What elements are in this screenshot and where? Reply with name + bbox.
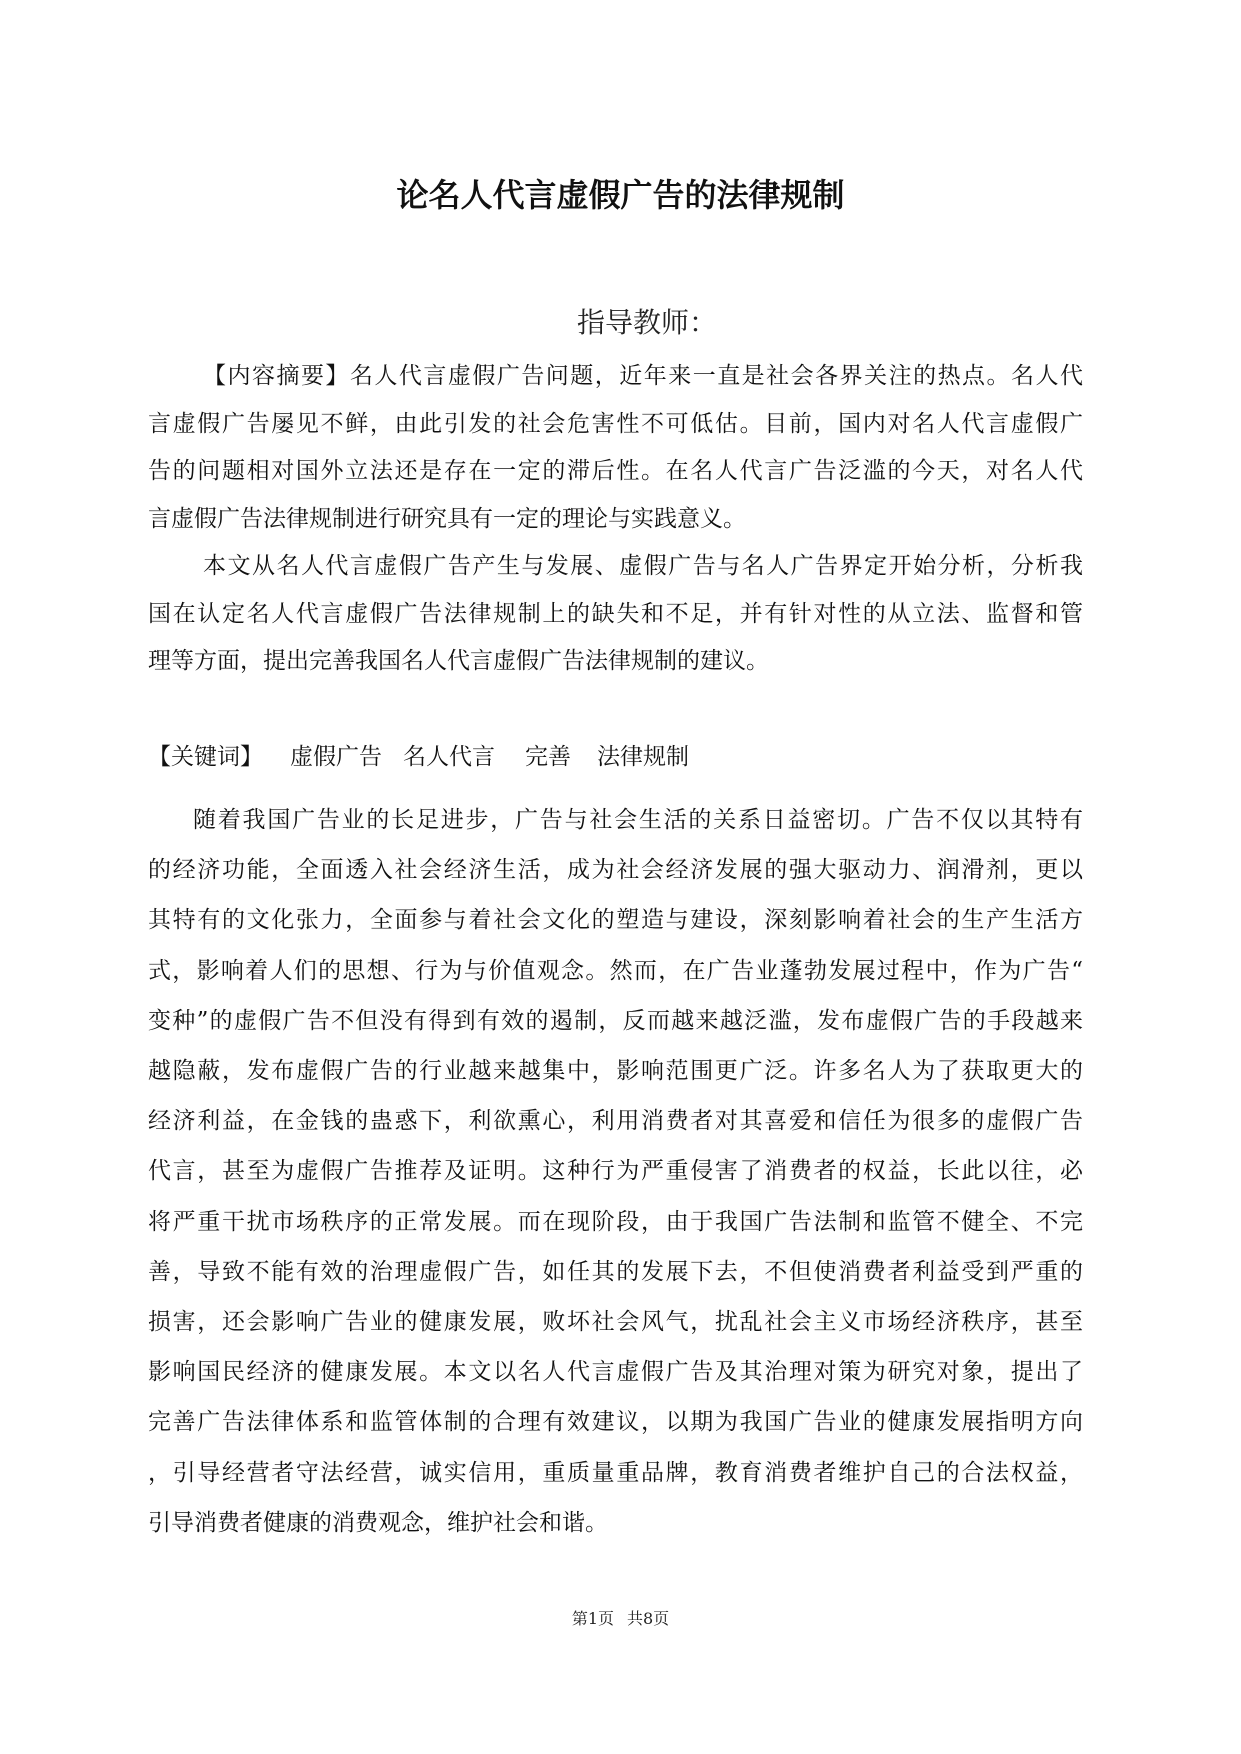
- page-title: 论名人代言虚假广告的法律规制: [396, 176, 845, 214]
- text-line: 国在认定名人代言虚假广告法律规制上的缺失和不足，并有针对性的从立法、监督和管: [148, 600, 1083, 627]
- text-line: 告的问题相对国外立法还是存在一定的滞后性。在名人代言广告泛滥的今天，对名人代: [148, 458, 1083, 484]
- text-line: 损害，还会影响广告业的健康发展，败坏社会风气，扰乱社会主义市场经济秩序，甚至: [148, 1309, 1083, 1336]
- text-line: ，引导经营者守法经营，诚实信用，重质量重品牌，教育消费者维护自己的合法权益，: [148, 1459, 1083, 1486]
- text-line: 【内容摘要】名人代言虚假广告问题，近年来一直是社会各界关注的热点。名人代: [203, 363, 1083, 389]
- text-line: 代言，甚至为虚假广告推荐及证明。这种行为严重侵害了消费者的权益，长此以往，必: [148, 1158, 1083, 1185]
- text-line: 引导消费者健康的消费观念，维护社会和谐。: [148, 1509, 608, 1536]
- text-line: 理等方面，提出完善我国名人代言虚假广告法律规制的建议。: [148, 648, 769, 674]
- body-paragraph: [148, 795, 1083, 1548]
- text-line: 本文从名人代言虚假广告产生与发展、虚假广告与名人广告界定开始分析，分析我: [203, 553, 1083, 579]
- abstract: [148, 353, 1083, 686]
- text-line: 式，影响着人们的思想、行为与价值观念。然而，在广告业蓬勃发展过程中，作为广告“: [148, 957, 1083, 984]
- advisor-label: 指导教师：: [577, 306, 718, 339]
- text-line: 言虚假广告法律规制进行研究具有一定的理论与实践意义。: [148, 505, 746, 532]
- text-line: 的经济功能，全面透入社会经济生活，成为社会经济发展的强大驱动力、润滑剂，更以: [148, 857, 1083, 884]
- keywords-label: 【关键词】: [148, 744, 263, 770]
- abstract-paragraph: [148, 353, 1083, 543]
- text-line: 随着我国广告业的长足进步，广告与社会生活的关系日益密切。广告不仅以其特有: [193, 807, 1083, 833]
- keyword: 虚假广告: [290, 744, 382, 770]
- text-line: 越隐蔽，发布虚假广告的行业越来越集中，影响范围更广泛。许多名人为了获取更大的: [148, 1058, 1083, 1085]
- abstract-paragraph: [148, 543, 1083, 686]
- keywords: [148, 737, 689, 777]
- text-line: 完善广告法律体系和监管体制的合理有效建议，以期为我国广告业的健康发展指明方向: [148, 1409, 1083, 1436]
- text-line: 影响国民经济的健康发展。本文以名人代言虚假广告及其治理对策为研究对象，提出了: [148, 1359, 1083, 1386]
- text-line: 将严重干扰市场秩序的正常发展。而在现阶段，由于我国广告法制和监管不健全、不完: [148, 1208, 1083, 1235]
- page-total: 共8页: [627, 1609, 670, 1628]
- page-number: 第1页: [571, 1609, 614, 1628]
- page-footer: [0, 1609, 1241, 1629]
- text-line: 其特有的文化张力，全面参与着社会文化的塑造与建设，深刻影响着社会的生产生活方: [148, 907, 1083, 934]
- text-line: 变种”的虚假广告不但没有得到有效的遏制，反而越来越泛滥，发布虚假广告的手段越来: [148, 1007, 1083, 1034]
- text-line: 经济利益，在金钱的蛊惑下，利欲熏心，利用消费者对其喜爱和信任为很多的虚假广告: [148, 1108, 1083, 1135]
- keyword: 完善: [525, 744, 571, 770]
- text-line: 言虚假广告屡见不鲜，由此引发的社会危害性不可低估。目前，国内对名人代言虚假广: [148, 410, 1083, 437]
- keyword: 法律规制: [597, 744, 689, 770]
- text-line: 善，导致不能有效的治理虚假广告，如任其的发展下去，不但使消费者利益受到严重的: [148, 1258, 1083, 1285]
- keyword: 名人代言: [403, 744, 495, 770]
